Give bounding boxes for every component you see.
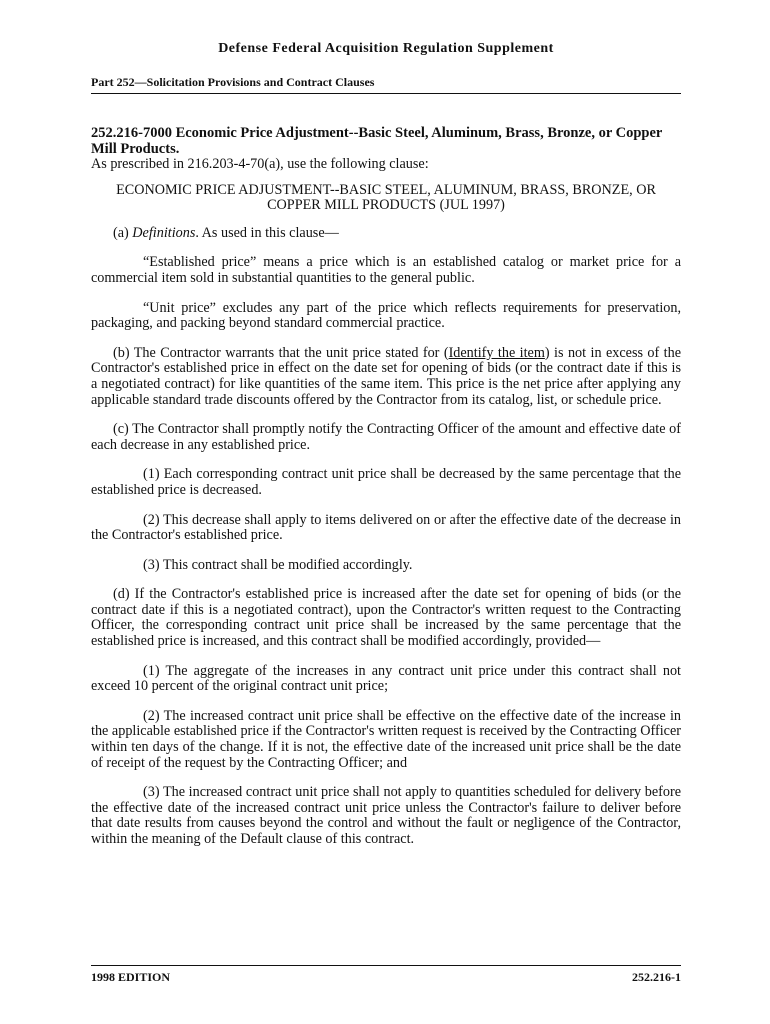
paragraph-d3: (3) The increased contract unit price shall not apply to quantities scheduled for delivery before the effective date of the increased contract unit price unless the Contractor's failure to deliver before that date results from causes beyond the control and without the fault or negligence of the Contractor, within the meaning of the Default clause of this contract. — [91, 784, 681, 847]
paragraph-c: (c) The Contractor shall promptly notify the Contracting Officer of the amount and effective date of each decrease in any established price. — [91, 421, 681, 453]
paragraph-a-label: (a) — [113, 224, 133, 241]
document-page — [91, 0, 681, 1024]
document-body — [91, 125, 681, 862]
paragraph-c3: (3) This contract shall be modified accordingly. — [143, 556, 413, 573]
identify-item-placeholder: Identify the item — [448, 344, 545, 361]
paragraph-d2: (2) The increased contract unit price shall be effective on the effective date of the increase in the applicable established price if the Contractor's written request is received by the Contracting Officer within ten days of the change. If it is not, the effective date of the increased unit price shall be the date of receipt of the request by the Contracting Officer; and — [91, 707, 681, 771]
paragraph-b-end: ) is not in excess of the Contractor's established price in effect on the date set for opening of bids (or the contract date if this is a negotiated contract) for like quantities of the same item. This price is the net price after applying any applicable standard trade discounts offered by the Contractor from its catalog, list, or schedule price. — [91, 344, 681, 408]
edition-label: 1998 EDITION — [91, 970, 171, 984]
section-title: 252.216-7000 Economic Price Adjustment--Basic Steel, Aluminum, Brass, Bronze, or Copper Mill Products. — [91, 125, 663, 157]
paragraph-c1: (1) Each corresponding contract unit price shall be decreased by the same percentage that the established price is decreased. — [91, 466, 681, 498]
prescription-text: As prescribed in 216.203-4-70(a), use the following clause: — [91, 156, 429, 172]
paragraph-c2: (2) This decrease shall apply to items delivered on or after the effective date of the decrease in the Contractor's established price. — [91, 511, 681, 544]
definition-established-price: “Established price” means a price which is an established catalog or market price for a commercial item sold in substantial quantities to the general public. — [91, 254, 681, 286]
paragraph-a-text: . As used in this clause— — [195, 224, 339, 241]
part-header: Part 252—Solicitation Provisions and Contract Clauses — [91, 75, 681, 94]
paragraph-d: (d) If the Contractor's established price is increased after the date set for opening of bids (or the contract date if this is a negotiated contract), upon the Contractor's written request to the Contracting Officer, the corresponding contract unit price shall be increased by the same percentage that the established price is increased, and this contract shall be modified accordingly, provided— — [91, 586, 681, 650]
paragraph-b — [91, 346, 681, 408]
paragraph-d1: (1) The aggregate of the increases in any contract unit price under this contract shall not exceed 10 percent of the original contract unit price; — [91, 662, 681, 695]
page-number: 252.216-1 — [632, 970, 681, 984]
page-footer — [91, 965, 681, 985]
clause-title: ECONOMIC PRICE ADJUSTMENT--BASIC STEEL, ALUMINUM, BRASS, BRONZE, OR COPPER MILL PRODUCTS (JUL 1997) — [116, 181, 656, 214]
running-header-title: Defense Federal Acquisition Regulation Supplement — [218, 41, 554, 56]
definitions-term: Definitions — [132, 224, 196, 241]
paragraph-a — [91, 226, 681, 242]
paragraph-b-start: (b) The Contractor warrants that the unit price stated for ( — [113, 344, 449, 361]
definition-unit-price: “Unit price” excludes any part of the price which reflects requirements for preservation, packaging, and packing beyond standard commercial practice. — [91, 299, 681, 332]
